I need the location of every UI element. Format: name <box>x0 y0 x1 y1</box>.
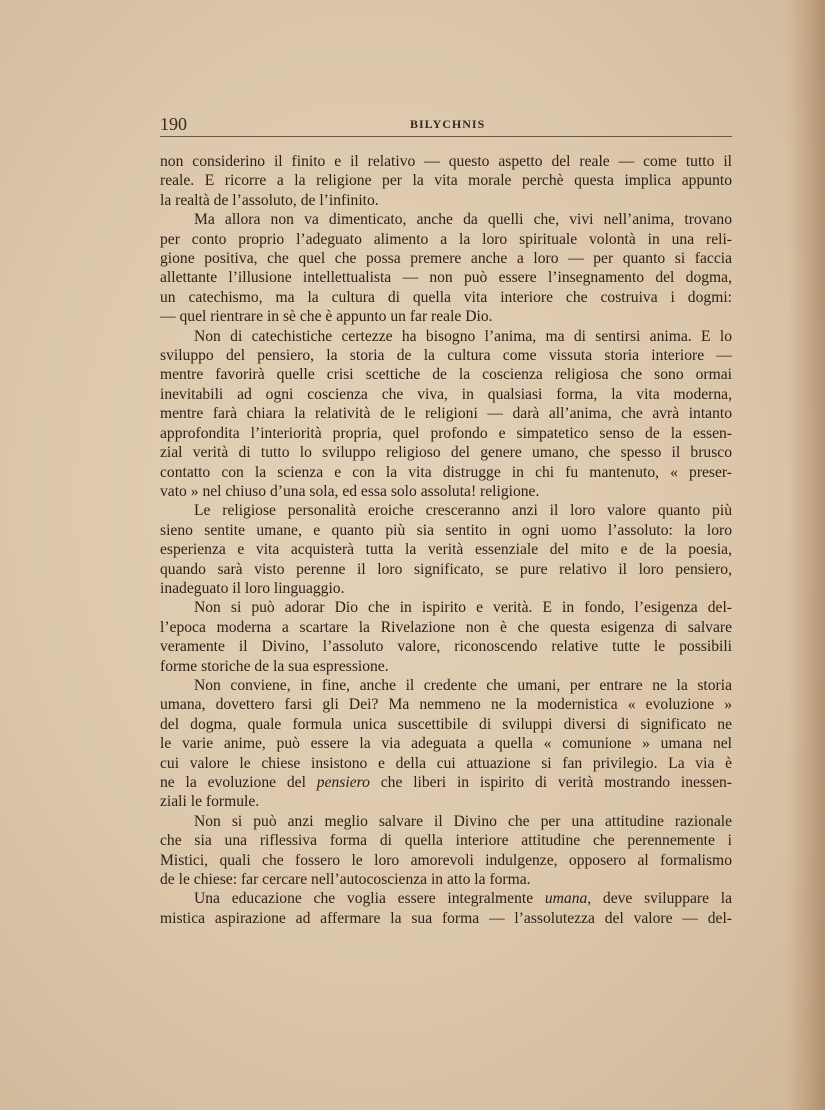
text-line: — quel rientrare in sè che è appunto un far reale Dio. <box>160 308 493 326</box>
text-line: Non si può adorar Dio che in ispirito e verità. E in fondo, l’esigenza del- <box>194 599 732 617</box>
text-line: per conto proprio l’adeguato alimento a la loro spirituale volontà in una reli- <box>160 230 732 248</box>
text-line: ziali le formule. <box>160 793 260 811</box>
text-line: mentre farà chiara la relatività de le religioni — darà all’anima, che avrà intanto <box>160 405 732 423</box>
text-line: inevitabili ad ogni coscienza che viva, in qualsiasi forma, la vita moderna, <box>160 385 732 403</box>
text-line: veramente il Divino, l’assoluto valore, riconoscendo relative tutte le possibili <box>160 638 732 656</box>
text-line: zial verità di tutto lo sviluppo religioso del genere umano, che spesso il brusco <box>160 444 732 462</box>
text-line: mentre favorirà quelle crisi scettiche de la coscienza religiosa che sono ormai <box>160 366 732 384</box>
text-line: Le religiose personalità eroiche cresceranno anzi il loro valore quanto più <box>194 502 732 520</box>
text-line: un catechismo, ma la cultura di quella vita interiore che costruiva i dogmi: <box>160 288 732 306</box>
text-segment: ne la evoluzione del <box>160 774 317 791</box>
page-edge-shadow <box>787 0 825 1110</box>
text-line: mistica aspirazione ad affermare la sua forma — l’assolutezza del valore — del- <box>160 909 732 927</box>
text-line: gione positiva, che quel che possa premere anche a loro — per quanto si faccia <box>160 250 732 268</box>
text-line: forme storiche de la sua espressione. <box>160 657 389 675</box>
italic-word: umana <box>544 890 588 908</box>
text-segment: , deve sviluppare la <box>587 890 732 908</box>
text-line: del dogma, quale formula unica suscettibile di sviluppi diversi di significato ne <box>160 715 732 733</box>
text-line: che sia una riflessiva forma di quella interiore attitudine che perennemente i <box>160 832 732 850</box>
text-line: Non si può anzi meglio salvare il Divino che per una attitudine razionale <box>194 812 732 830</box>
text-line: inadeguato il loro linguaggio. <box>160 579 345 597</box>
text-line: allettante l’illusione intellettualista — non può essere l’insegnamento del dogma, <box>160 269 732 287</box>
text-line: Mistici, quali che fossero le loro amorevoli indulgenze, opposero al formalismo <box>160 851 732 869</box>
text-line: sieno sentite umane, e quanto più sia sentito in ogni uomo l’assoluto: la loro <box>160 521 732 539</box>
italic-word: pensiero <box>316 774 370 791</box>
text-line: reale. E ricorre a la religione per la vita morale perchè questa implica appunto <box>160 172 732 190</box>
text-line: cui valore le chiese insistono e della cui attuazione si fan privilegio. La via è <box>160 754 732 772</box>
text-line: Non di catechistiche certezze ha bisogno l’anima, ma di sentirsi anima. E lo <box>194 327 732 345</box>
text-line: contatto con la scienza e con la vita distrugge in chi fu mantenuto, « preser- <box>160 463 732 481</box>
text-line <box>160 773 732 792</box>
text-line: non considerino il finito e il relativo — questo aspetto del reale — come tutto il <box>160 153 732 170</box>
body-text <box>160 152 732 928</box>
text-line: la realtà de l’assoluto, de l’infinito. <box>160 191 379 209</box>
page-number: 190 <box>160 114 187 134</box>
text-line <box>160 889 732 908</box>
text-line: quando sarà visto perenne il loro significato, se pure relativo il loro pensiero, <box>160 560 732 578</box>
page-header <box>160 114 732 138</box>
running-title: BILYCHNIS <box>410 117 486 131</box>
header-rule <box>160 136 732 137</box>
text-line: Non conviene, in fine, anche il credente che umani, per entrare ne la storia <box>194 676 732 694</box>
text-line: de le chiese: far cercare nell’autocoscienza in atto la forma. <box>160 871 531 889</box>
text-segment: che liberi in ispirito di verità mostrando inessen- <box>369 774 733 791</box>
text-line: umana, dovettero farsi gli Dei? Ma nemmeno ne la modernistica « evoluzione » <box>160 696 732 714</box>
text-line: l’epoca moderna a scartare la Rivelazione non è che questa esigenza di salvare <box>160 618 732 636</box>
text-line: le varie anime, può essere la via adeguata a quella « comunione » umana nel <box>160 735 732 753</box>
text-segment: Una educazione che voglia essere integralmente <box>194 890 545 908</box>
text-line: esperienza e vita acquisterà tutta la verità essenziale del mito e de la poesia, <box>160 541 732 559</box>
text-line: sviluppo del pensiero, la storia de la cultura come vissuta storia interiore — <box>160 347 732 365</box>
text-line: approfondita l’interiorità propria, quel profondo e simpatetico senso de la essen- <box>160 424 732 442</box>
text-line: vato » nel chiuso d’una sola, ed essa solo assoluta! religione. <box>160 482 540 500</box>
text-line: Ma allora non va dimenticato, anche da quelli che, vivi nell’anima, trovano <box>194 211 732 229</box>
